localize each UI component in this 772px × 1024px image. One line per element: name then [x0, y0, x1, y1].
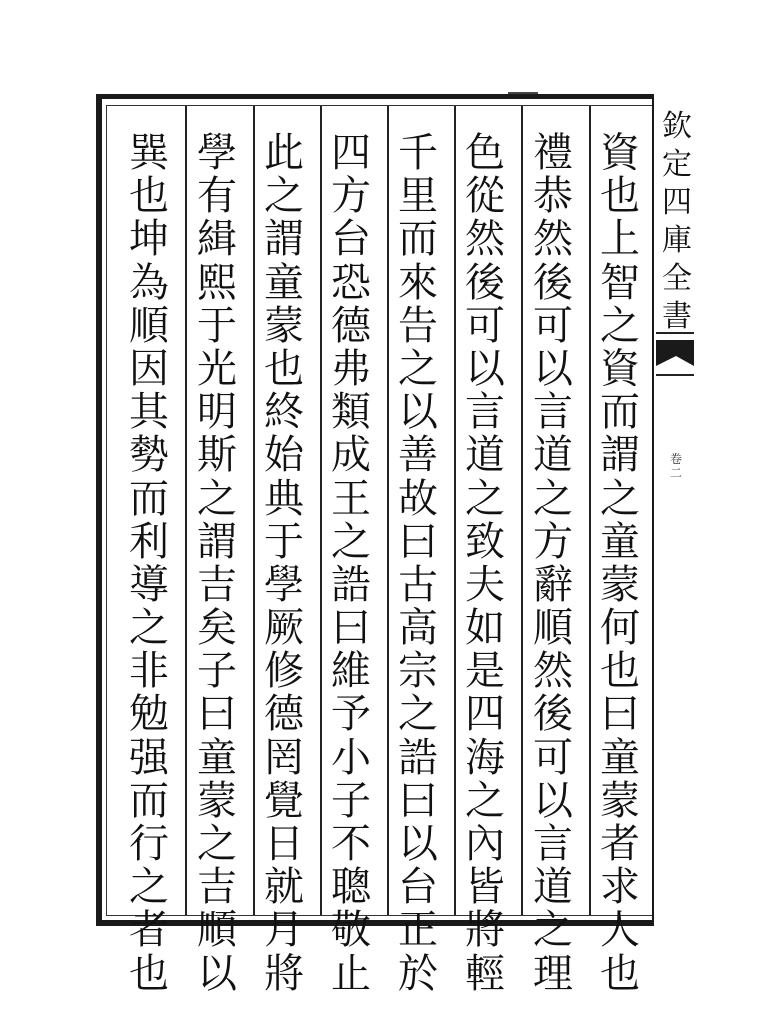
- character: 辭: [533, 561, 573, 608]
- character: 童: [600, 518, 640, 565]
- character: 方: [533, 518, 573, 565]
- character: 之: [533, 907, 573, 954]
- character: 道: [533, 864, 573, 911]
- character: 光: [197, 345, 237, 392]
- character: 千: [398, 130, 438, 176]
- character: 熙: [197, 259, 237, 306]
- character: 從: [465, 173, 505, 220]
- character: 道: [533, 432, 573, 479]
- character: 覺: [264, 777, 304, 824]
- text-column: [119, 132, 179, 996]
- book-title: [660, 108, 694, 336]
- character: 之: [197, 475, 237, 522]
- character: 言: [533, 821, 573, 867]
- character: 致: [465, 518, 505, 565]
- character: 德: [264, 691, 304, 738]
- character: 善: [398, 432, 438, 479]
- character: 宗: [398, 648, 438, 695]
- character: 吉: [197, 864, 237, 911]
- character: 曰: [600, 691, 640, 738]
- character: 而: [398, 216, 438, 263]
- character: 弗: [331, 345, 371, 392]
- character: 言: [465, 389, 505, 436]
- character: 坤: [129, 216, 169, 263]
- character: 之: [465, 777, 505, 824]
- character: 言: [533, 389, 573, 436]
- character: 者: [129, 907, 169, 954]
- character: 而: [129, 777, 169, 824]
- character: 之: [398, 691, 438, 738]
- character: 而: [600, 389, 640, 436]
- fishtail-ornament: [656, 338, 694, 368]
- character: 以: [398, 821, 438, 867]
- character: 其: [129, 389, 169, 436]
- character: 行: [129, 821, 169, 867]
- character: 維: [331, 648, 371, 695]
- character: 台: [398, 864, 438, 911]
- character: 如: [465, 605, 505, 652]
- character: 王: [331, 475, 371, 522]
- character: 皆: [465, 864, 505, 911]
- character: 月: [264, 907, 304, 954]
- character: 明: [197, 389, 237, 436]
- character: 方: [331, 173, 371, 220]
- character: 然: [533, 216, 573, 263]
- character: 以: [533, 777, 573, 824]
- text-column: [590, 132, 650, 996]
- character: 曰: [398, 777, 438, 824]
- character: 求: [600, 864, 640, 911]
- character: 勢: [129, 432, 169, 479]
- character: 順: [533, 605, 573, 652]
- character: 予: [331, 691, 371, 738]
- character: 色: [465, 130, 505, 176]
- character: 終: [264, 389, 304, 436]
- character: 蒙: [600, 561, 640, 608]
- character: 資: [600, 345, 640, 392]
- character: 之: [533, 475, 573, 522]
- title-char: 欽: [662, 109, 692, 144]
- character: 是: [465, 648, 505, 695]
- character: 于: [197, 302, 237, 349]
- character: 台: [331, 216, 371, 263]
- character: 以: [197, 950, 237, 997]
- character: 四: [331, 130, 371, 176]
- character: 輕: [465, 950, 505, 997]
- character: 始: [264, 432, 304, 479]
- character: 來: [398, 259, 438, 306]
- character: 學: [197, 130, 237, 176]
- character: 夫: [465, 561, 505, 608]
- character: 為: [129, 259, 169, 306]
- character: 童: [600, 734, 640, 781]
- character: 蒙: [264, 302, 304, 349]
- character: 不: [331, 821, 371, 867]
- character: 此: [264, 130, 304, 176]
- title-char: 書: [662, 299, 692, 334]
- character: 何: [600, 605, 640, 652]
- character: 因: [129, 345, 169, 392]
- character: 里: [398, 173, 438, 220]
- character: 然: [465, 216, 505, 263]
- character: 古: [398, 561, 438, 608]
- character: 恭: [533, 173, 573, 220]
- text-column: [187, 132, 247, 996]
- character: 德: [331, 302, 371, 349]
- character: 謂: [600, 432, 640, 479]
- character: 學: [264, 561, 304, 608]
- character: 高: [398, 605, 438, 652]
- title-char: 四: [662, 185, 692, 220]
- character: 可: [533, 734, 573, 781]
- character: 後: [533, 259, 573, 306]
- character: 敬: [331, 907, 371, 954]
- character: 童: [264, 259, 304, 306]
- character: 之: [129, 864, 169, 911]
- character: 正: [398, 907, 438, 954]
- title-char: 全: [662, 261, 692, 296]
- character: 童: [197, 734, 237, 781]
- character: 也: [600, 173, 640, 220]
- character: 內: [465, 821, 505, 867]
- title-char: 定: [662, 147, 692, 182]
- character: 將: [465, 907, 505, 954]
- character: 恐: [331, 259, 371, 306]
- character: 聰: [331, 864, 371, 911]
- text-column: [254, 132, 314, 996]
- character: 也: [129, 950, 169, 997]
- character: 厥: [264, 605, 304, 652]
- character: 道: [465, 432, 505, 479]
- character: 四: [465, 691, 505, 738]
- character: 故: [398, 475, 438, 522]
- character: 禮: [533, 130, 573, 176]
- character: 之: [600, 302, 640, 349]
- character: 曰: [398, 518, 438, 565]
- character: 而: [129, 475, 169, 522]
- character: 吉: [197, 561, 237, 608]
- character: 修: [264, 648, 304, 695]
- character: 也: [264, 345, 304, 392]
- character: 勉: [129, 691, 169, 738]
- character: 也: [129, 173, 169, 220]
- character: 小: [331, 734, 371, 781]
- character: 曰: [331, 605, 371, 652]
- character: 蒙: [600, 777, 640, 824]
- character: 者: [600, 821, 640, 867]
- character: 也: [600, 648, 640, 695]
- character: 導: [129, 561, 169, 608]
- character: 就: [264, 864, 304, 911]
- page-margin: [656, 94, 696, 926]
- character: 於: [398, 950, 438, 997]
- character: 以: [398, 389, 438, 436]
- character: 可: [533, 302, 573, 349]
- character: 之: [465, 475, 505, 522]
- character: 成: [331, 432, 371, 479]
- character: 順: [197, 907, 237, 954]
- character: 可: [465, 302, 505, 349]
- character: 人: [600, 907, 640, 954]
- character: 順: [129, 302, 169, 349]
- character: 緝: [197, 216, 237, 263]
- character: 之: [331, 518, 371, 565]
- character: 以: [533, 345, 573, 392]
- character: 有: [197, 173, 237, 220]
- character: 後: [465, 259, 505, 306]
- character: 蒙: [197, 777, 237, 824]
- character: 强: [129, 734, 169, 781]
- character: 謂: [264, 216, 304, 263]
- character: 之: [129, 605, 169, 652]
- margin-rule: [656, 374, 694, 376]
- character: 以: [465, 345, 505, 392]
- character: 之: [197, 821, 237, 867]
- character: 子: [197, 648, 237, 695]
- character: 之: [600, 475, 640, 522]
- character: 上: [600, 216, 640, 263]
- character: 海: [465, 734, 505, 781]
- character: 子: [331, 777, 371, 824]
- character: 之: [264, 173, 304, 220]
- character: 類: [331, 389, 371, 436]
- text-column: [455, 132, 515, 996]
- text-column: [321, 132, 381, 996]
- character: 也: [600, 950, 640, 997]
- character: 典: [264, 475, 304, 522]
- margin-rule: [656, 332, 694, 334]
- character: 將: [264, 950, 304, 997]
- character: 矣: [197, 605, 237, 652]
- character: 利: [129, 518, 169, 565]
- character: 智: [600, 259, 640, 306]
- character: 止: [331, 950, 371, 997]
- text-column: [388, 132, 448, 996]
- text-column: [523, 132, 583, 996]
- character: 日: [264, 821, 304, 867]
- character: 之: [398, 345, 438, 392]
- character: 斯: [197, 432, 237, 479]
- character: 曰: [197, 691, 237, 738]
- character: 于: [264, 518, 304, 565]
- character: 巽: [129, 130, 169, 176]
- character: 然: [533, 648, 573, 695]
- volume-label: 卷二: [669, 452, 682, 480]
- character: 誥: [331, 561, 371, 608]
- character: 非: [129, 648, 169, 695]
- character: 罔: [264, 734, 304, 781]
- character: 理: [533, 950, 573, 997]
- character: 謂: [197, 518, 237, 565]
- character: 後: [533, 691, 573, 738]
- character: 誥: [398, 734, 438, 781]
- title-char: 庫: [662, 223, 692, 258]
- character: 資: [600, 130, 640, 176]
- character: 告: [398, 302, 438, 349]
